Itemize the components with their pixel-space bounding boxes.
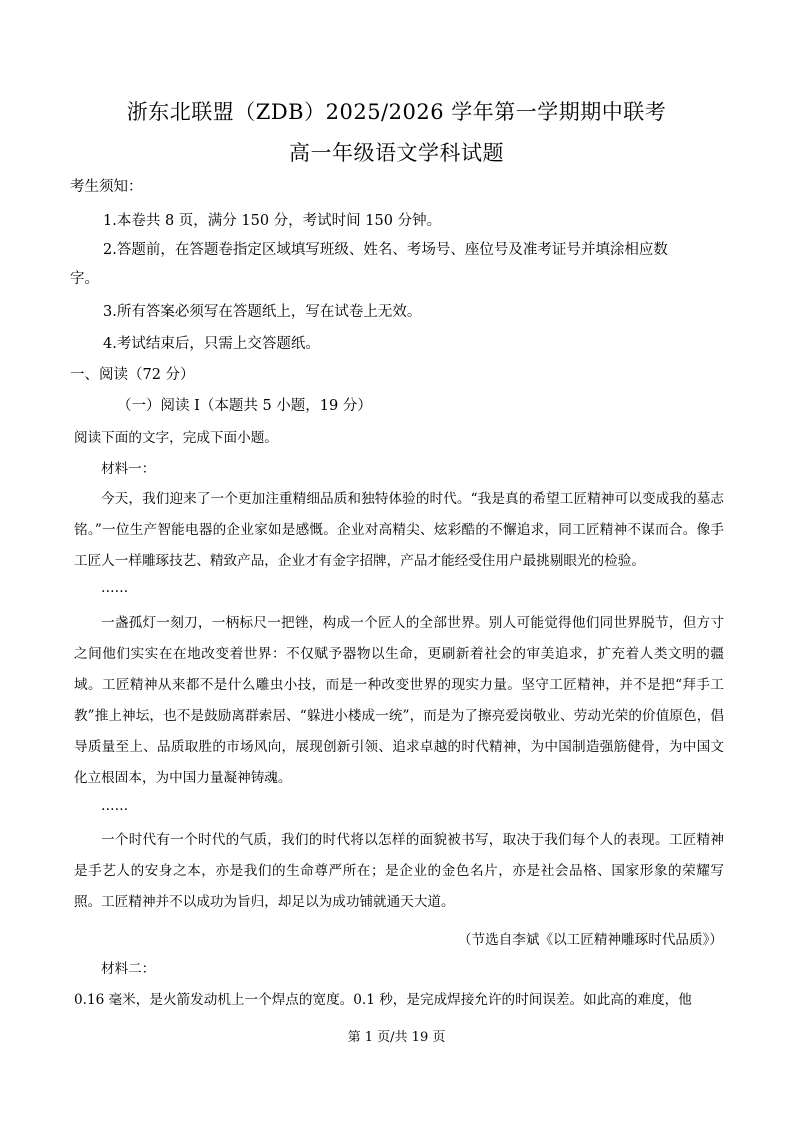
material1-paragraph-1: 今天，我们迎来了一个更加注重精细品质和独特体验的时代。“我是真的希望工匠精神可以变成我的墓志铭。”一位生产智能电器的企业家如是感慨。企业对高精尖、炫彩酷的不懈追求，同工匠精神不谋而合。像手工匠人一样雕琢技艺、精致产品，企业才有金字招牌，产品才能经受住用户最挑剔眼光的检验。	[74, 491, 724, 569]
ellipsis-1: ……	[101, 580, 129, 596]
source-citation: （节选自李斌《以工匠精神雕琢时代品质》）	[457, 932, 723, 948]
material1-paragraph-3: 一个时代有一个时代的气质，我们的时代将以怎样的面貌被书写，取决于我们每个人的表现。工匠精神是手艺人的安身之本，亦是我们的生命尊严所在；是企业的金色名片，亦是社会品格、国家形象的荣耀写照。工匠精神并不以成功为旨归，却足以为成功铺就通天大道。	[74, 832, 724, 910]
ellipsis-2: ……	[101, 798, 129, 814]
notice-item-1: 1.本卷共 8 页，满分 150 分，考试时间 150 分钟。	[103, 213, 442, 229]
material2-paragraph-1: 0.16 毫米，是火箭发动机上一个焊点的宽度。0.1 秒，是完成焊接允许的时间误差。如此高的难度，他	[74, 992, 692, 1008]
page-number: 第 1 页/共 19 页	[347, 1030, 446, 1045]
notice-item-2-cont: 字。	[70, 271, 99, 287]
exam-subtitle: 高一年级语文学科试题	[289, 141, 504, 165]
notice-heading: 考生须知：	[70, 179, 143, 195]
exam-title: 浙东北联盟（ZDB）2025/2026 学年第一学期期中联考	[126, 100, 667, 124]
section-heading: 一、阅读（72 分）	[70, 367, 195, 383]
notice-item-4: 4.考试结束后，只需上交答题纸。	[103, 336, 320, 352]
material1-paragraph-2: 一盏孤灯一刻刀，一柄标尺一把锉，构成一个匠人的全部世界。别人可能觉得他们同世界脱节，但方寸之间他们实实在在地改变着世界：不仅赋予器物以生命，更刷新着社会的审美追求，扩充着人类文明的疆域。工匠精神从来都不是什么雕虫小技，而是一种改变世界的现实力量。坚守工匠精神，并不是把“拜手工教”推上神坛，也不是鼓励离群索居、“躲进小楼成一统”，而是为了擦亮爱岗敬业、劳动光荣的价值原色，倡导质量至上、品质取胜的市场风向，展现创新引领、追求卓越的时代精神，为中国制造强筋健骨，为中国文化立根固本，为中国力量凝神铸魂。	[74, 615, 724, 786]
material1-label: 材料一：	[101, 461, 156, 477]
notice-item-2: 2.答题前，在答题卷指定区域填写班级、姓名、考场号、座位号及准考证号并填涂相应数	[103, 242, 668, 258]
section-subheading: （一）阅读 I（本题共 5 小题，19 分）	[117, 398, 372, 414]
material2-label: 材料二：	[101, 961, 156, 977]
notice-item-3: 3.所有答案必须写在答题纸上，写在试卷上无效。	[103, 304, 422, 320]
instruction: 阅读下面的文字，完成下面小题。	[74, 430, 278, 446]
